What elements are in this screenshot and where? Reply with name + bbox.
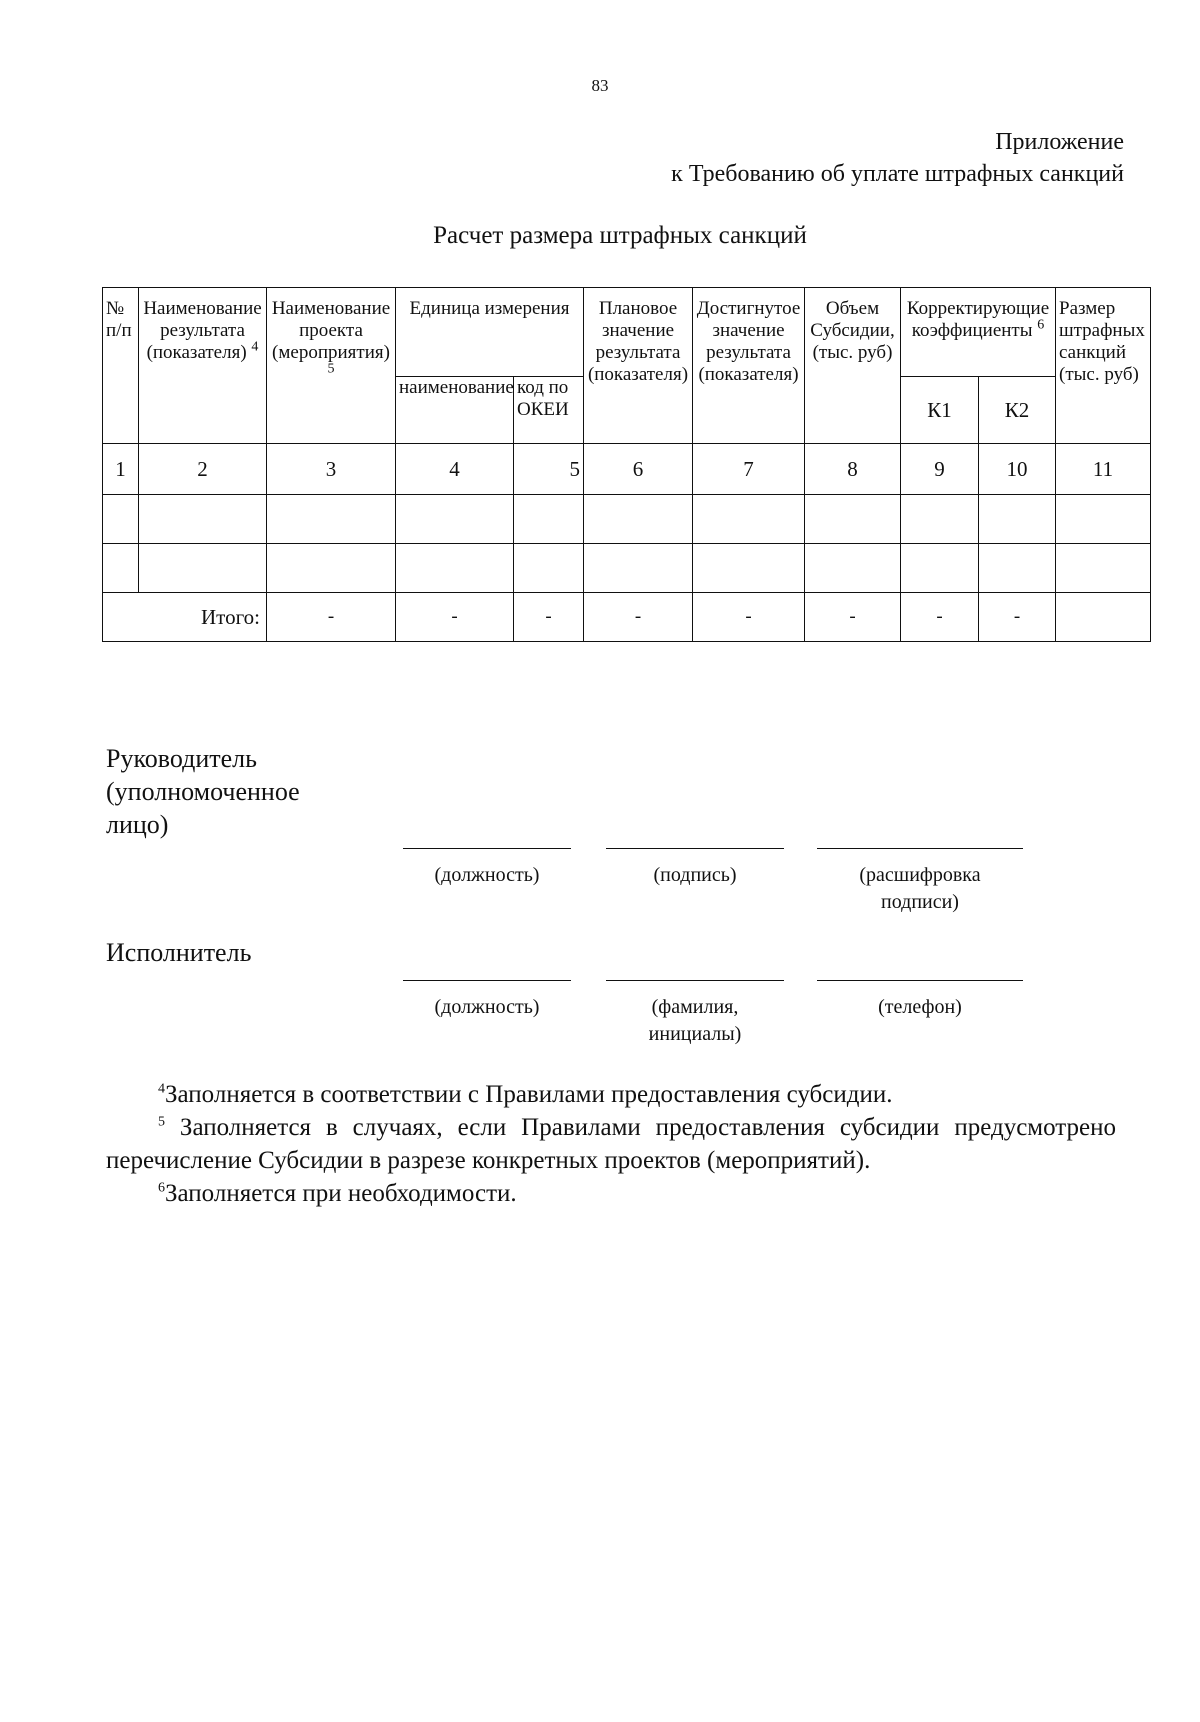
executor-position-caption: (должность) [434,996,540,1018]
table-header-row [103,288,1151,377]
column-number: 4 [396,444,514,495]
empty-cell[interactable] [901,495,979,544]
head-signature-line[interactable] [606,848,784,849]
empty-cell[interactable] [979,544,1056,593]
appendix-header [671,126,1124,190]
column-number: 10 [979,444,1056,495]
column-number: 1 [103,444,139,495]
header-planned-value: Плановое значение результата (показателя) [584,288,693,444]
empty-cell[interactable] [1056,495,1151,544]
empty-cell[interactable] [267,495,396,544]
table-row [103,495,1151,544]
total-cell: - [514,593,584,642]
head-position-caption: (должность) [434,864,540,886]
header-result-name: Наименование результата (показателя) $^4$ [139,288,267,444]
empty-cell[interactable] [805,495,901,544]
empty-cell[interactable] [139,544,267,593]
table-row [103,544,1151,593]
empty-cell[interactable] [514,495,584,544]
header-row-number: № п/п [103,288,139,444]
header-k2: К2 [979,377,1056,444]
total-cell: - [979,593,1056,642]
head-signature-caption: (подпись) [653,864,737,886]
executor-phone-caption: (телефон) [878,996,962,1018]
total-cell: - [584,593,693,642]
appendix-line-2: к Требованию об уплате штрафных санкций [671,161,1124,187]
footnote-5: $^5$ Заполняется в случаях, если Правилами предоставления субсидии предусмотрено перечисление Субсидии в разрезе конкретных проектов (мероприятий). [106,1114,1116,1174]
column-number-row [103,444,1151,495]
column-number: 7 [693,444,805,495]
executor-position-line[interactable] [403,980,571,981]
empty-cell[interactable] [979,495,1056,544]
executor-name-caption: (фамилия, инициалы) [648,996,742,1045]
empty-cell[interactable] [267,544,396,593]
empty-cell[interactable] [693,544,805,593]
header-unit-name: наименование [396,377,514,444]
executor-phone-line[interactable] [817,980,1023,981]
header-project-name: Наименование проекта (мероприятия) $^5$ [267,288,396,444]
column-number: 5 [514,444,584,495]
page-number: 83 [591,76,609,95]
head-name-caption: (расшифровка подписи) [859,864,981,913]
column-number: 2 [139,444,267,495]
total-row [103,593,1151,642]
head-name-line[interactable] [817,848,1023,849]
total-label: Итого: [103,593,267,642]
appendix-line-1: Приложение [995,129,1124,155]
empty-cell[interactable] [584,495,693,544]
column-number: 11 [1056,444,1151,495]
empty-cell[interactable] [139,495,267,544]
total-cell: - [267,593,396,642]
column-number: 9 [901,444,979,495]
header-penalty-amount: Размер штрафных санкций (тыс. руб) [1056,288,1151,444]
column-number: 8 [805,444,901,495]
executor-signature-title: Исполнитель [106,938,252,967]
column-number: 3 [267,444,396,495]
total-cell: - [693,593,805,642]
empty-cell[interactable] [103,495,139,544]
footnote-4: $^4$Заполняется в соответствии с Правилами предоставления субсидии. [158,1081,893,1108]
footnote-6: $^6$Заполняется при необходимости. [158,1180,517,1207]
empty-cell[interactable] [103,544,139,593]
header-achieved-value: Достигнутое значение результата (показателя) [693,288,805,444]
total-cell: - [901,593,979,642]
header-subsidy-volume: Объем Субсидии, (тыс. руб) [805,288,901,444]
column-number: 6 [584,444,693,495]
header-unit-group: Единица измерения [396,288,584,377]
executor-name-line[interactable] [606,980,784,981]
empty-cell[interactable] [1056,544,1151,593]
empty-cell[interactable] [514,544,584,593]
total-cell: - [805,593,901,642]
header-okei-code: код по ОКЕИ [514,377,584,444]
document-title: Расчет размера штрафных санкций [433,222,807,249]
header-coefficients: Корректирующие коэффициенты $^6$ [901,288,1056,377]
total-cell: - [396,593,514,642]
head-signature-title: Руководитель (уполномоченное лицо) [106,744,300,839]
empty-cell[interactable] [901,544,979,593]
total-cell[interactable] [1056,593,1151,642]
empty-cell[interactable] [805,544,901,593]
empty-cell[interactable] [584,544,693,593]
penalty-calculation-table [102,287,1151,642]
header-k1: К1 [901,377,979,444]
empty-cell[interactable] [396,495,514,544]
footnotes [106,1078,1116,1210]
empty-cell[interactable] [693,495,805,544]
head-position-line[interactable] [403,848,571,849]
empty-cell[interactable] [396,544,514,593]
